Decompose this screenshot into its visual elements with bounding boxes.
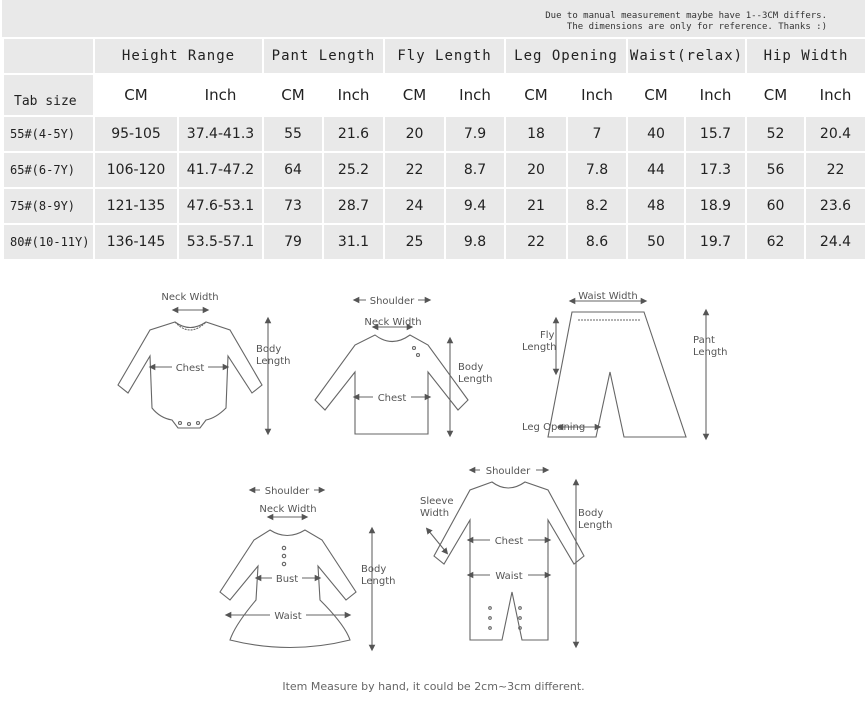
table-cell: 121-135 (95, 189, 177, 223)
unit-cell: CM (385, 75, 444, 115)
label-romper-body: Body (256, 344, 282, 355)
unit-cell: CM (506, 75, 566, 115)
table-cell: 24.4 (806, 225, 865, 259)
table-cell: 9.8 (446, 225, 504, 259)
label-pants-fly-length: Length (522, 342, 557, 353)
table-cell: 31.1 (324, 225, 383, 259)
table-cell: 20 (385, 117, 444, 151)
label-pants-waist-width: Waist Width (578, 291, 638, 302)
label-top-chest: Chest (377, 393, 407, 404)
label-jumpsuit-length: Length (578, 520, 613, 531)
table-cell: 48 (628, 189, 684, 223)
table-cell: 106-120 (95, 153, 177, 187)
size-label: 55#(4-5Y) (4, 117, 93, 151)
table-cell: 73 (264, 189, 322, 223)
note-line-2: The dimensions are only for reference. Thanks :) (566, 22, 827, 32)
table-cell: 20 (506, 153, 566, 187)
label-top-body: Body (458, 362, 484, 373)
unit-cell: CM (747, 75, 804, 115)
table-cell: 37.4-41.3 (179, 117, 262, 151)
table-cell: 40 (628, 117, 684, 151)
table-cell: 20.4 (806, 117, 865, 151)
label-jumpsuit-body: Body (578, 508, 604, 519)
label-dress-neck-width: Neck Width (259, 504, 317, 515)
label-dress-body: Body (361, 564, 387, 575)
unit-cell: Inch (568, 75, 626, 115)
table-cell: 7.8 (568, 153, 626, 187)
tab-size-label: Tab size (4, 75, 93, 115)
table-cell: 52 (747, 117, 804, 151)
note-line-1: Due to manual measurement maybe have 1--3CM differs. (545, 11, 827, 21)
label-dress-waist: Waist (274, 611, 302, 622)
table-cell: 62 (747, 225, 804, 259)
label-top-length: Length (458, 374, 493, 385)
table-cell: 7 (568, 117, 626, 151)
table-cell: 25.2 (324, 153, 383, 187)
table-cell: 50 (628, 225, 684, 259)
footer-note: Item Measure by hand, it could be 2cm~3cm different. (282, 680, 585, 693)
table-cell: 56 (747, 153, 804, 187)
label-romper-neck-width: Neck Width (161, 292, 219, 303)
table-cell: 18.9 (686, 189, 745, 223)
group-pant-length: Pant Length (264, 39, 383, 73)
table-cell: 47.6-53.1 (179, 189, 262, 223)
label-pants-pant: Pant (693, 335, 715, 346)
table-cell: 22 (385, 153, 444, 187)
label-jumpsuit-sleeve-width: Width (420, 508, 450, 519)
unit-cell: Inch (446, 75, 504, 115)
label-dress-shoulder: Shoulder (264, 486, 310, 497)
label-romper-length: Length (256, 356, 291, 367)
label-pants-leg-opening: Leg Opening (522, 422, 586, 433)
table-cell: 18 (506, 117, 566, 151)
table-cell: 17.3 (686, 153, 745, 187)
table-cell: 53.5-57.1 (179, 225, 262, 259)
unit-cell: Inch (179, 75, 262, 115)
table-cell: 23.6 (806, 189, 865, 223)
label-jumpsuit-waist: Waist (495, 571, 523, 582)
label-dress-bust: Bust (275, 574, 299, 585)
table-cell: 28.7 (324, 189, 383, 223)
group-hip-width: Hip Width (747, 39, 865, 73)
label-jumpsuit-sleeve: Sleeve (420, 496, 454, 507)
table-cell: 60 (747, 189, 804, 223)
group-waist: Waist(relax) (628, 39, 745, 73)
table-cell: 136-145 (95, 225, 177, 259)
group-leg-opening: Leg Opening (506, 39, 626, 73)
table-cell: 9.4 (446, 189, 504, 223)
table-cell: 15.7 (686, 117, 745, 151)
table-cell: 55 (264, 117, 322, 151)
unit-cell: Inch (806, 75, 865, 115)
label-jumpsuit-chest: Chest (494, 536, 524, 547)
pants-diagram (548, 301, 706, 437)
label-pants-length: Length (693, 347, 728, 358)
table-cell: 8.2 (568, 189, 626, 223)
table-cell: 8.6 (568, 225, 626, 259)
table-cell: 8.7 (446, 153, 504, 187)
table-cell: 41.7-47.2 (179, 153, 262, 187)
label-jumpsuit-shoulder: Shoulder (485, 466, 531, 477)
unit-cell: Inch (686, 75, 745, 115)
label-dress-length: Length (361, 576, 396, 587)
table-cell: 7.9 (446, 117, 504, 151)
size-label: 75#(8-9Y) (4, 189, 93, 223)
unit-cell: CM (95, 75, 177, 115)
table-cell: 22 (806, 153, 865, 187)
table-cell: 44 (628, 153, 684, 187)
label-romper-chest: Chest (175, 363, 205, 374)
label-pants-fly: Fly (540, 330, 555, 341)
table-cell: 24 (385, 189, 444, 223)
table-cell: 95-105 (95, 117, 177, 151)
table-cell: 64 (264, 153, 322, 187)
table-cell: 21.6 (324, 117, 383, 151)
table-cell: 79 (264, 225, 322, 259)
label-top-neck-width: Neck Width (364, 317, 422, 328)
unit-cell: Inch (324, 75, 383, 115)
unit-cell: CM (264, 75, 322, 115)
table-cell: 22 (506, 225, 566, 259)
size-label: 80#(10-11Y) (4, 225, 93, 259)
diagram-labels (161, 291, 727, 622)
table-cell: 21 (506, 189, 566, 223)
size-label: 65#(6-7Y) (4, 153, 93, 187)
label-top-shoulder: Shoulder (369, 296, 415, 307)
table-cell: 19.7 (686, 225, 745, 259)
group-height-range: Height Range (95, 39, 262, 73)
unit-cell: CM (628, 75, 684, 115)
group-fly-length: Fly Length (385, 39, 504, 73)
table-cell: 25 (385, 225, 444, 259)
